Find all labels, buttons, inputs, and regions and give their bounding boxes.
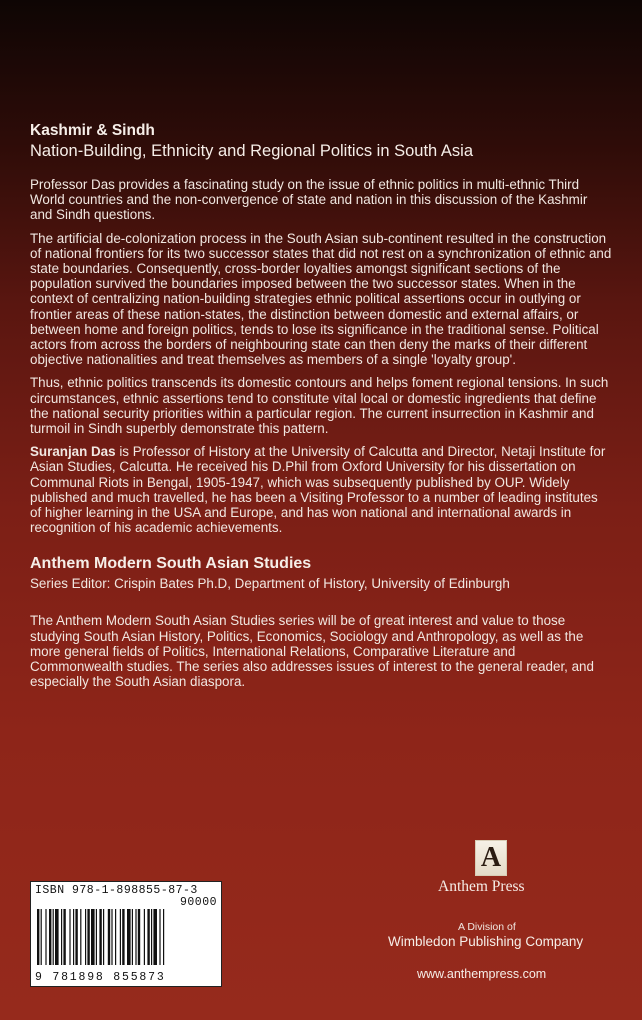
series-description: The Anthem Modern South Asian Studies series will be of great interest and value to those studying South Asian History, Politics, Economics, Sociology and Anthropology, as well as the more general fields of Politics, International Relations, Comparative Literature and Commonwealth studies. The series also addresses issues of interest to the general reader, and especially the South Asian diaspora.: [30, 613, 594, 690]
author-bio-text: is Professor of History at the University of Calcutta and Director, Netaji Institute for Asian Studies, Calcutta. He received his D.Phil from Oxford University for his dissertation on Communal Riots in Bengal, 1905-1947, which was subsequently published by OUP. Widely published and much travelled, he has been a Visiting Professor to a number of leading institutes of higher learning in the USA and Europe, and has won national and international awards in recognition of his academic achievements.: [30, 444, 606, 536]
author-bio: [30, 444, 612, 535]
series-editor: Series Editor: Crispin Bates Ph.D, Department of History, University of Edinburgh: [30, 576, 510, 592]
isbn-barcode: [30, 881, 222, 987]
barcode-digits: 9 781898 855873: [35, 971, 166, 984]
anthem-logo-icon: A: [475, 840, 507, 876]
parent-company: Wimbledon Publishing Company: [388, 934, 584, 949]
division-label: A Division of: [458, 921, 516, 933]
publisher-name: Anthem Press: [438, 878, 525, 895]
series-title: Anthem Modern South Asian Studies: [30, 555, 312, 573]
author-name: Suranjan Das: [30, 444, 116, 460]
publisher-website[interactable]: www.anthempress.com: [417, 967, 547, 981]
barcode-bars: [37, 909, 217, 965]
description-paragraph-2: The artificial de-colonization process in the South Asian sub-continent resulted in the construction of national frontiers for its two successor states that did not rest on a synchronization of ethnic and state boundaries. Consequently, cross-border loyalties amongst significant sections of the population survived the boundaries imposed between the two successor states. When in the context of centralizing nation-building strategies ethnic political assertions occur in outlying or frontier areas of these nation-states, the distinction between domestic and external affairs, or between home and foreign politics, tends to lose its significance in the traditional sense. Political actors from across the borders of neighbouring state can then deny the marks of their different objective nationalities and treat themselves as members of a single 'loyalty group'.: [30, 230, 612, 368]
price-code: 90000: [179, 896, 217, 909]
isbn-label: ISBN 978-1-898855-87-3: [35, 884, 198, 897]
back-cover-text: [30, 122, 612, 697]
book-subtitle: Nation-Building, Ethnicity and Regional Politics in South Asia: [30, 142, 474, 160]
description-paragraph-3: Thus, ethnic politics transcends its domestic contours and helps foment regional tensions. In such circumstances, ethnic assertions tend to constitute vital local or domestic ingredients that define the national security priorities within a particular region. The current insurrection in Kashmir and turmoil in Sindh superbly demonstrate this pattern.: [30, 375, 609, 437]
description-paragraph-1: Professor Das provides a fascinating study on the issue of ethnic politics in multi-ethnic Third World countries and the non-convergence of state and nation in this discussion of the Kashmir and Sindh questions.: [30, 177, 588, 223]
book-title: Kashmir & Sindh: [30, 122, 155, 139]
